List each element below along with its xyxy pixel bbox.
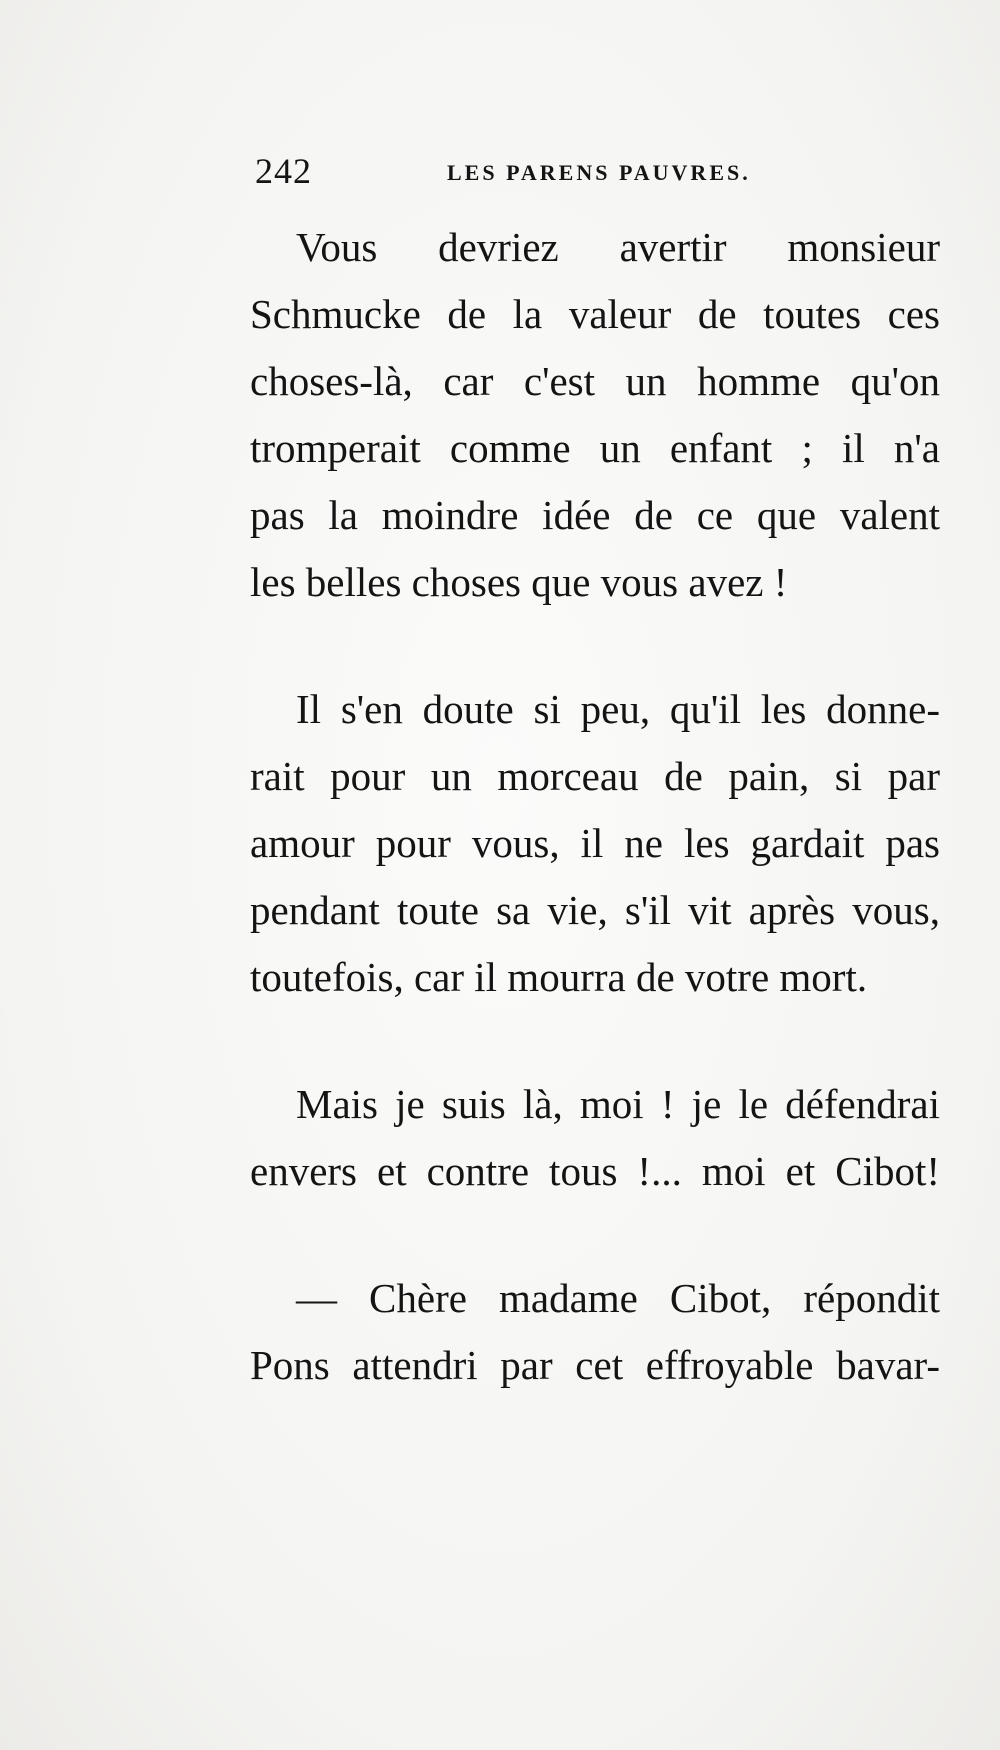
paragraph <box>250 1265 940 1399</box>
text-line: amour pour vous, il ne les gardait pas <box>250 820 940 866</box>
text-line: Il s'en doute si peu, qu'il les donne- <box>296 686 940 732</box>
paragraph <box>250 214 940 616</box>
text-line: pendant toute sa vie, s'il vit après vous, <box>250 887 940 933</box>
text-line: les belles choses que vous avez ! <box>250 559 788 605</box>
text-line: Vous devriez avertir monsieur <box>296 224 940 270</box>
paragraph <box>250 1071 940 1205</box>
text-line: envers et contre tous !... moi et Cibot! <box>250 1148 940 1194</box>
text-line: choses-là, car c'est un homme qu'on <box>250 358 940 404</box>
text-line: Pons attendri par cet effroyable bavar- <box>250 1342 940 1388</box>
text-line: Schmucke de la valeur de toutes ces <box>250 291 940 337</box>
paragraph <box>250 676 940 1011</box>
text-line: — Chère madame Cibot, répondit <box>296 1275 940 1321</box>
text-line: rait pour un morceau de pain, si par <box>250 753 940 799</box>
text-line: toutefois, car il mourra de votre mort. <box>250 954 868 1000</box>
running-title: LES PARENS PAUVRES. <box>447 160 751 185</box>
body-text <box>250 214 940 1459</box>
page-number: 242 <box>255 151 312 191</box>
text-line: Mais je suis là, moi ! je le défendrai <box>296 1081 940 1127</box>
text-line: tromperait comme un enfant ; il n'a <box>250 425 940 471</box>
page-header <box>255 150 775 190</box>
text-line: pas la moindre idée de ce que valent <box>250 492 940 538</box>
